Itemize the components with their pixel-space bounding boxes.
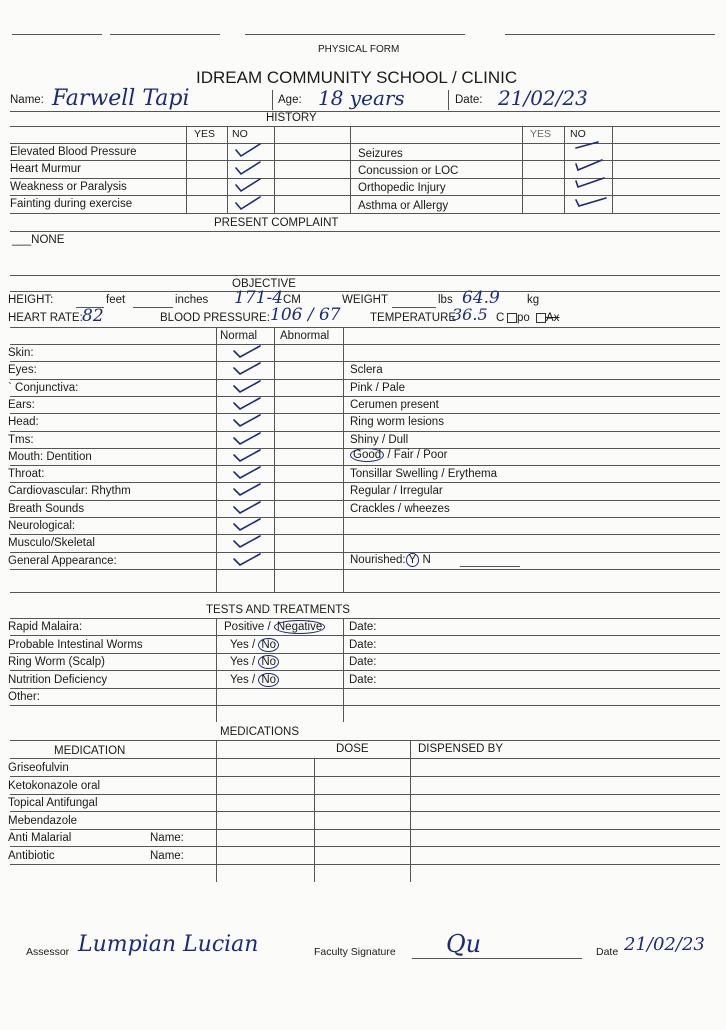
row-divider [10,670,720,671]
dentition-options [350,449,447,461]
test-result [230,639,279,651]
history-no-header-right: NO [570,128,586,140]
exam-item: Skin: [8,347,34,359]
medication-name: Topical Antifungal [8,797,98,810]
heart-rate-label: HEART RATE: [8,312,83,324]
test-result [230,656,279,668]
exam-item: Throat: [8,468,45,481]
row-divider [10,517,720,518]
test-date-label: Date: [349,673,377,686]
normal-checkmark[interactable] [230,359,264,377]
history-item: Weakness or Paralysis [10,181,127,193]
complaint-heading: PRESENT COMPLAINT [214,217,339,229]
abnormal-header: Abnormal [280,330,330,342]
row-divider [10,811,720,812]
test-negative-selected[interactable]: No [258,638,279,652]
exam-item: Tms: [8,433,34,446]
row-divider [10,534,720,535]
row-divider [10,846,720,847]
medication-name-label: Name: [150,850,184,862]
date-value[interactable]: 21/02/23 [498,86,588,110]
test-positive-option[interactable]: Yes / [230,656,256,669]
row-divider [10,482,720,483]
exam-note: Regular / Irregular [350,485,443,498]
lbs-label: lbs [438,294,453,306]
age-label: Age: [278,94,302,106]
ax-label: Ax [546,312,560,324]
test-date-label: Date: [349,638,377,651]
history-heading: HISTORY [266,112,317,124]
history-item: Concussion or LOC [358,165,459,177]
history-item: Asthma or Allergy [358,200,449,212]
normal-checkmark[interactable] [230,411,264,429]
row-divider [10,413,720,414]
test-positive-option[interactable]: Yes / [230,673,256,686]
nourished-no[interactable]: N [422,554,431,566]
exam-item: Breath Sounds [8,502,85,515]
nourished-label: Nourished: [350,554,406,566]
exam-item: Musculo/Skeletal [8,537,95,550]
row-divider [10,465,720,466]
medication-col-header: MEDICATION [54,745,126,757]
history-item: Fainting during exercise [10,198,133,210]
exam-note: Cerumen present [350,398,439,411]
bp-value[interactable]: 106 / 67 [270,305,341,325]
nourished-yes-selected[interactable]: Y [406,553,420,567]
normal-checkmark[interactable] [230,515,264,533]
row-divider [10,552,720,553]
cm-label: CM [283,294,301,306]
normal-checkmark[interactable] [230,463,264,481]
test-negative-selected[interactable]: Negative [274,620,325,634]
form-title: IDREAM COMMUNITY SCHOOL / CLINIC [196,68,518,87]
faculty-signature-label: Faculty Signature [314,946,396,958]
test-date-label: Date: [349,656,377,669]
row-divider [10,794,720,795]
history-yes-header: YES [194,128,216,140]
feet-label: feet [106,294,126,306]
medication-name-label: Name: [150,832,184,845]
test-name: Nutrition Deficiency [8,673,108,686]
medication-name: Mebendazole [8,814,78,827]
height-label: HEIGHT: [8,294,54,306]
age-value[interactable]: 18 years [318,86,405,110]
exam-note: Shiny / Dull [350,433,409,446]
row-divider [10,448,720,449]
medication-name: Ketokonazole oral [8,779,101,792]
dose-col-header: DOSE [336,743,369,755]
row-divider [10,653,720,654]
exam-item: Head: [8,416,39,429]
test-name: Other: [8,691,40,704]
assessor-signature[interactable]: Lumpian Lucian [78,932,259,957]
exam-note: Pink / Pale [350,381,405,394]
normal-checkmark[interactable] [230,377,264,395]
history-item: Seizures [358,148,403,160]
normal-checkmark[interactable] [230,394,264,412]
medication-name: Griseofulvin [8,762,69,774]
date-label: Date: [455,94,483,106]
weight-value[interactable]: 64.9 [462,288,500,308]
name-value[interactable]: Farwell Tapi [52,86,190,111]
test-name: Probable Intestinal Worms [8,638,143,651]
normal-checkmark[interactable] [230,429,264,447]
normal-checkmark[interactable] [230,480,264,498]
assessor-label: Assessor [26,946,70,958]
row-divider [10,688,720,689]
row-divider [10,864,720,865]
row-divider [10,379,720,380]
row-divider [10,829,720,830]
faculty-signature[interactable]: Qu [446,930,482,958]
history-checkmarks-left[interactable] [232,140,266,220]
po-checkbox[interactable] [507,313,517,323]
dentition-other-options: / Fair / Poor [387,449,448,461]
row-divider [10,500,720,501]
footer-date-label: Date [596,946,619,958]
test-name: Rapid Malaira: [8,621,83,633]
medication-name: Anti Malarial [8,832,72,845]
medications-heading: MEDICATIONS [220,726,300,738]
kg-label: kg [527,294,540,306]
history-yes-header-right: YES [530,128,552,140]
nourished-field [350,554,431,566]
normal-header: Normal [220,330,258,342]
objective-heading: OBJECTIVE [232,278,296,290]
weight-label: WEIGHT [342,294,388,306]
history-item: Heart Murmur [10,163,81,175]
inches-label: inches [175,294,209,306]
temperature-label: TEMPERATURE [370,312,457,324]
heart-rate-value[interactable]: 82 [82,306,104,326]
normal-checkmark[interactable] [230,498,264,516]
history-no-header: NO [232,128,248,140]
row-divider [10,361,720,362]
normal-checkmark[interactable] [230,446,264,464]
exam-note: Ring worm lesions [350,416,444,429]
height-cm-value[interactable]: 171-4 [234,288,284,308]
doc-type: PHYSICAL FORM [318,44,400,55]
bp-label: BLOOD PRESSURE: [160,312,270,324]
ax-checkbox[interactable] [536,313,546,323]
row-divider [10,635,720,636]
test-negative-selected[interactable]: No [258,655,279,669]
exam-item: Cardiovascular: Rhythm [8,485,131,498]
exam-item: Ears: [8,398,35,411]
row-divider [10,776,720,777]
normal-checkmark[interactable] [230,342,264,360]
exam-item: Eyes: [8,364,37,377]
dispensed-col-header: DISPENSED BY [418,743,503,755]
po-label: po [517,312,530,324]
exam-item: Neurological: [8,520,76,532]
dentition-good-selected[interactable]: Good [350,448,384,462]
row-divider [10,396,720,397]
history-item: Orthopedic Injury [358,182,446,194]
temperature-value[interactable]: 36.5 [452,305,488,324]
exam-note: Crackles / wheezes [350,502,450,515]
exam-item: Mouth: Dentition [8,450,92,463]
exam-item: ` Conjunctiva: [8,381,79,394]
complaint-value[interactable]: ___NONE [12,234,65,246]
test-negative-selected[interactable]: No [258,673,279,687]
exam-item: General Appearance: [8,554,117,567]
exam-note: Sclera [350,364,383,377]
test-positive-option[interactable]: Yes / [230,638,256,651]
test-positive-option[interactable]: Positive / [224,621,271,633]
row-divider [10,344,720,345]
history-checkmarks-right[interactable] [572,140,612,220]
medication-name: Antibiotic [8,850,55,862]
footer-date-value[interactable]: 21/02/23 [624,934,705,955]
normal-checkmark[interactable] [230,550,264,568]
test-result [230,674,279,686]
history-item: Elevated Blood Pressure [10,146,137,158]
tests-heading: TESTS AND TREATMENTS [206,604,350,616]
row-divider [10,569,720,570]
test-result [224,621,325,633]
test-date-label: Date: [349,621,377,633]
row-divider [10,758,720,759]
temperature-unit: C [496,312,505,324]
test-name: Ring Worm (Scalp) [8,656,105,669]
exam-note: Tonsillar Swelling / Erythema [350,468,498,481]
row-divider [10,431,720,432]
normal-checkmark[interactable] [230,532,264,550]
row-divider [10,705,720,706]
row-divider [10,592,720,593]
name-label: Name: [10,94,44,106]
